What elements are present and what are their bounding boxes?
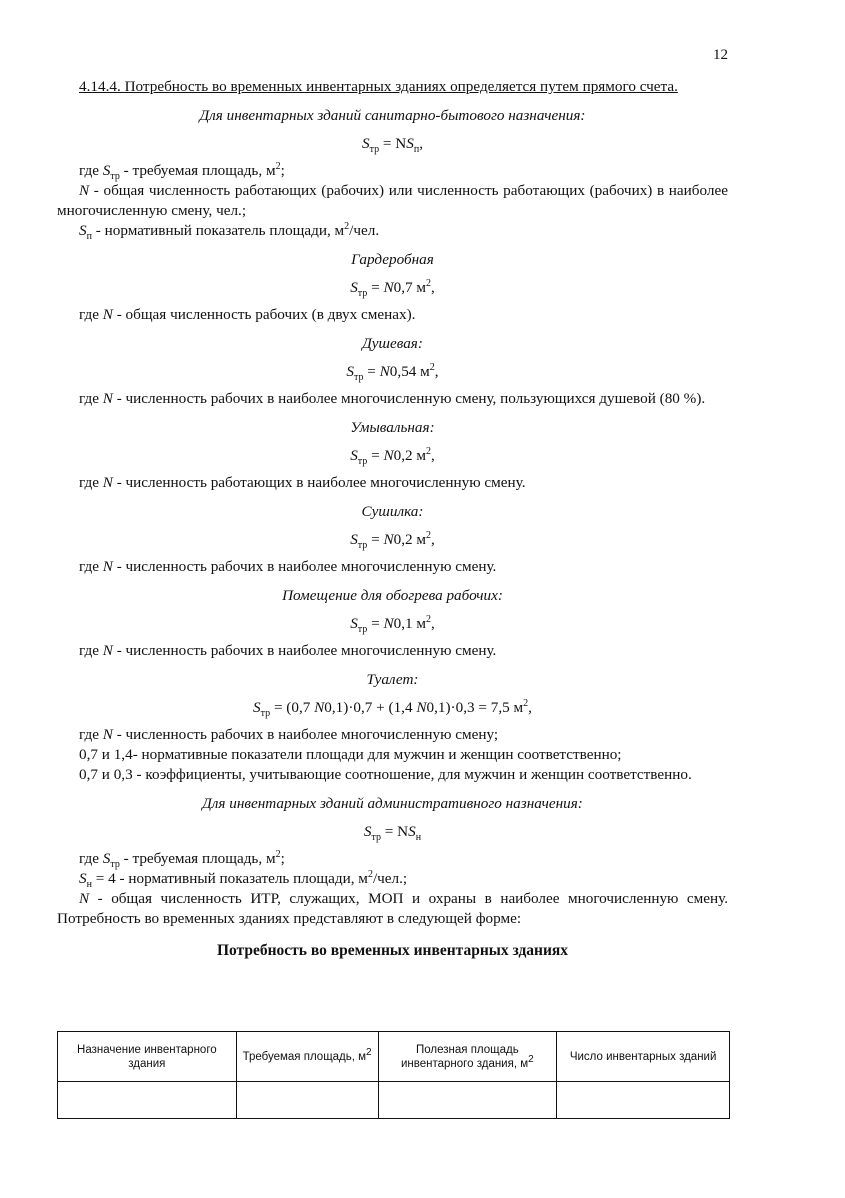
room-block [57, 586, 728, 661]
room-name: Гардеробная [351, 251, 434, 268]
toilet-formula: $S_{тр} = (0,7$ N0,1)·0,7 + (1,4 N0,1)·0,3 = 7,5 $м^2$, [253, 697, 532, 720]
room-formula: $S_{тр} = N0,1$ $м^2$, [350, 613, 435, 636]
header-useful-area: Полезная площадь инвентарного здания, $м^2$ [378, 1032, 557, 1082]
room-where: где N - численность рабочих в наиболее многочисленную смену. [79, 642, 497, 659]
room-block [57, 418, 728, 493]
sanitary-heading: Для инвентарных зданий санитарно-бытового назначения: [199, 107, 586, 124]
section-intro: 4.14.4. Потребность во временных инвентарных зданиях определяется путем прямого счета. [79, 78, 678, 95]
definition-required-area: где $S_{тр}$ - требуемая площадь, $м^2$; [79, 160, 285, 183]
admin-definition-staff: N - общая численность ИТР, служащих, МОП и охраны в наиболее многочисленную смену. Потребность во временных зданиях представляют в следующей форме: [57, 890, 728, 927]
room-where: где N - численность рабочих в наиболее многочисленную смену, пользующихся душевой (80 %). [79, 390, 706, 407]
room-formula: $S_{тр} = N0,54$ $м^2$, [346, 361, 439, 384]
room-name: Душевая: [362, 335, 423, 352]
table-cell [557, 1082, 730, 1119]
definition-norm-area: $S_п$ - нормативный показатель площади, $м^2$/чел. [79, 220, 380, 243]
sanitary-formula: $S_{тр} = NS_п$, [362, 135, 423, 156]
header-building-count: Число инвентарных зданий [557, 1032, 730, 1082]
table-cell [378, 1082, 557, 1119]
admin-formula: $S_{тр} = NS_н$ [363, 823, 422, 844]
room-formula: $S_{тр} = N0,2$ $м^2$, [350, 529, 435, 552]
room-name: Туалет: [366, 671, 419, 688]
room-where: где N - численность работающих в наиболее многочисленную смену. [79, 474, 526, 491]
header-purpose: Назначение инвентарного здания [58, 1032, 237, 1082]
page-number: 12 [713, 47, 728, 63]
room-name: Помещение для обогрева рабочих: [282, 587, 503, 604]
room-name: Умывальная: [350, 419, 435, 436]
room-where: где N - численность рабочих в наиболее многочисленную смену. [79, 558, 497, 575]
room-formula: $S_{тр} = N0,2$ $м^2$, [350, 445, 435, 468]
buildings-table [57, 1031, 730, 1119]
toilet-norms: 0,7 и 1,4- нормативные показатели площади для мужчин и женщин соответственно; [79, 746, 622, 763]
room-block [57, 334, 728, 409]
room-block [57, 250, 728, 325]
table-title: Потребность во временных инвентарных зданиях [216, 942, 569, 959]
header-required-area: Требуемая площадь, $м^2$ [236, 1032, 378, 1082]
toilet-where: где N - численность рабочих в наиболее многочисленную смену; [79, 726, 499, 743]
room-block [57, 502, 728, 577]
admin-definition-norm-area: $S_н = 4$ - нормативный показатель площади, $м^2$/чел.; [79, 868, 408, 891]
admin-heading: Для инвентарных зданий административного назначения: [202, 795, 583, 812]
admin-definition-required-area: где $S_{тр}$ - требуемая площадь, $м^2$; [79, 848, 285, 871]
room-formula: $S_{тр} = N0,7$ $м^2$, [350, 277, 435, 300]
table-header-row [58, 1032, 730, 1082]
table-cell [236, 1082, 378, 1119]
room-where: где N - общая численность рабочих (в двух сменах). [79, 306, 416, 323]
toilet-block [57, 670, 728, 785]
definition-workers: N - общая численность работающих (рабочих) или численность работающих (рабочих) в наиболее многочисленную смену, чел.; [57, 182, 728, 219]
document-body [57, 77, 728, 969]
toilet-coefficients: 0,7 и 0,3 - коэффициенты, учитывающие соотношение, для мужчин и женщин соответственно. [79, 766, 692, 783]
table-row [58, 1082, 730, 1119]
table-cell [58, 1082, 237, 1119]
room-name: Сушилка: [361, 503, 424, 520]
